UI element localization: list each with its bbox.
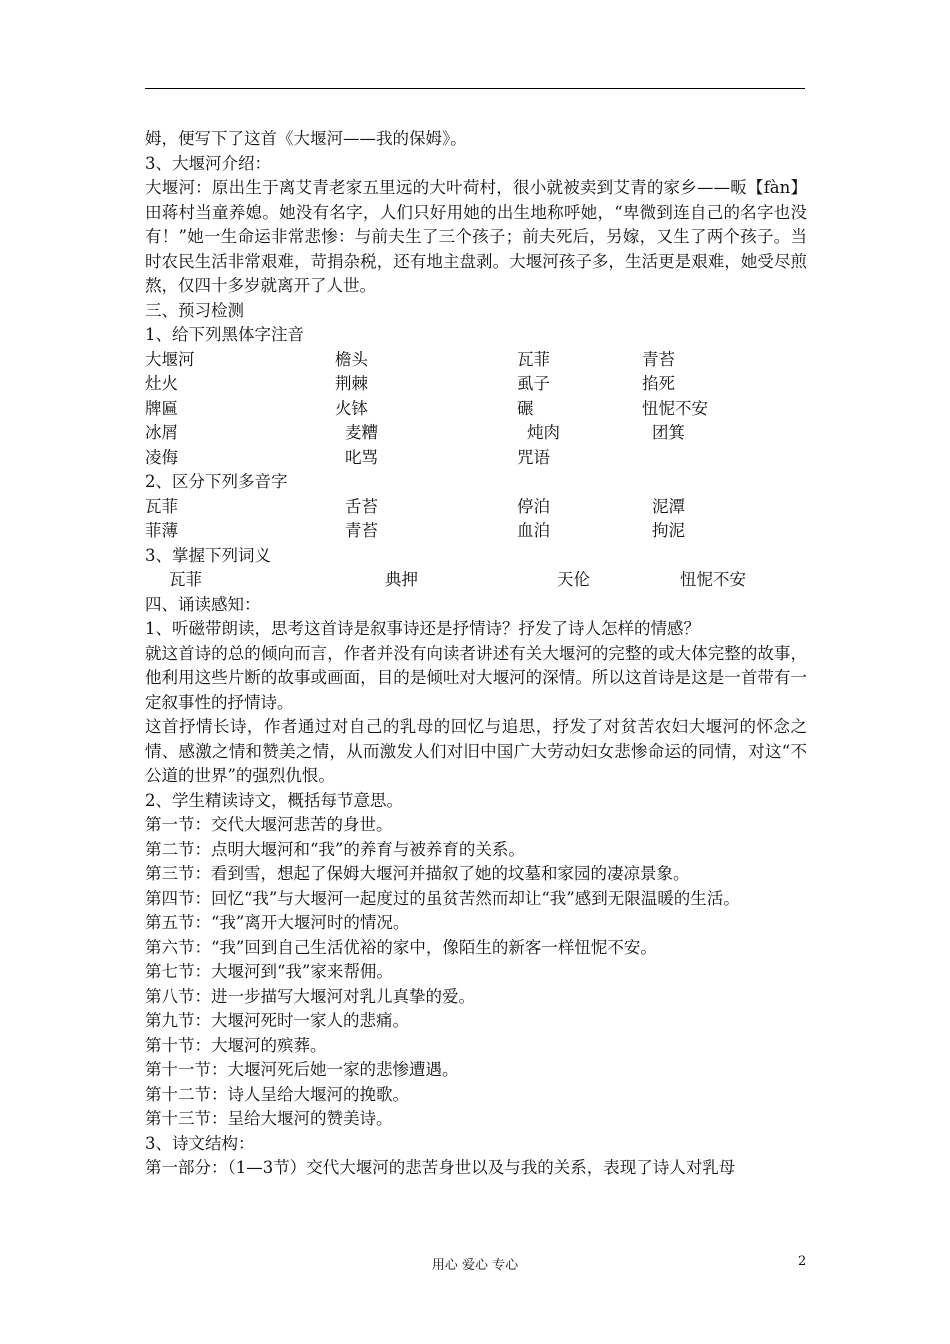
document-body	[145, 127, 807, 1181]
word-row	[145, 519, 807, 544]
section-title-reading: 四、诵读感知：	[145, 594, 261, 614]
intro-paragraph: 大堰河：原出生于离艾青老家五里远的大叶荷村，很小就被卖到艾青的家乡——畈【fàn】田蒋村当童养媳。她没有名字，人们只好用她的出生地称呼她，“卑微到连自己的名字也没有！”她一生命运非常悲惨：与前夫生了三个孩子；前夫死后，另嫁，又生了两个孩子。当时农民生活非常艰难，苛捐杂税，还有地主盘剥。大堰河孩子多，生活更是艰难，她受尽煎熬，仅四十多岁就离开了人世。	[145, 178, 807, 295]
section-title-preview: 三、预习检测	[145, 300, 244, 320]
section-summary: 第八节：进一步描写大堰河对乳儿真挚的爱。	[145, 986, 475, 1006]
word-row	[145, 495, 807, 520]
reading-question-1: 1、听磁带朗读，思考这首诗是叙事诗还是抒情诗？抒发了诗人怎样的情感？	[145, 619, 700, 638]
word: 菲薄	[145, 521, 178, 540]
section-summary: 第三节：看到雪，想起了保姆大堰河并描叙了她的坟墓和家园的凄凉景象。	[145, 864, 690, 883]
word: 青苔	[345, 521, 378, 540]
word-row	[145, 397, 807, 422]
section-summary: 第五节：“我”离开大堰河时的情况。	[145, 913, 410, 932]
word: 瓦菲	[169, 570, 202, 589]
section-summary: 第六节：“我”回到自己生活优裕的家中，像陌生的新客一样忸怩不安。	[145, 937, 657, 957]
word: 拘泥	[652, 521, 685, 540]
section-summary: 第十一节：大堰河死后她一家的悲惨遭遇。	[145, 1060, 459, 1079]
word: 忸怩不安	[680, 570, 746, 589]
word: 碾	[517, 398, 534, 418]
word: 掐死	[642, 374, 675, 393]
section-summary: 第十节：大堰河的殡葬。	[145, 1035, 327, 1055]
word: 天伦	[557, 570, 590, 589]
question-1-title: 1、给下列黑体字注音	[145, 325, 304, 344]
word-row	[145, 421, 807, 446]
word: 虱子	[517, 374, 550, 393]
structure-part-1: 第一部分：（1—3节）交代大堰河的悲苦身世以及与我的关系，表现了诗人对乳母	[145, 1158, 736, 1177]
word: 檐头	[335, 349, 368, 369]
word: 冰屑	[145, 423, 178, 442]
section-summary: 第十三节：呈给大堰河的赞美诗。	[145, 1109, 393, 1128]
word: 叱骂	[345, 447, 378, 467]
section-summary: 第一节：交代大堰河悲苦的身世。	[145, 815, 393, 834]
question-3-title: 3、掌握下列词义	[145, 545, 271, 565]
word: 火钵	[335, 398, 368, 418]
word-row	[145, 372, 807, 397]
section-summary: 第七节：大堰河到“我”家来帮佣。	[145, 962, 393, 981]
word-row	[145, 446, 807, 471]
word: 瓦菲	[517, 349, 550, 369]
word: 牌匾	[145, 398, 178, 418]
reading-question-3: 3、诗文结构：	[145, 1133, 255, 1153]
word: 炖肉	[527, 423, 560, 442]
section-summary: 第二节：点明大堰河和“我”的养育与被养育的关系。	[145, 839, 525, 859]
section-summary: 第十二节：诗人呈给大堰河的挽歌。	[145, 1084, 409, 1104]
word: 青苔	[642, 349, 675, 369]
word: 大堰河	[145, 349, 195, 369]
word: 瓦菲	[145, 496, 178, 516]
word: 团箕	[652, 423, 685, 442]
word: 麦糟	[345, 423, 378, 442]
word: 舌苔	[345, 496, 378, 516]
word: 荆棘	[335, 374, 368, 393]
word: 灶火	[145, 374, 178, 393]
word: 血泊	[517, 521, 550, 540]
header-rule	[145, 88, 805, 89]
word: 停泊	[517, 496, 550, 516]
word: 典押	[385, 570, 418, 589]
reading-paragraph-1: 就这首诗的总的倾向而言，作者并没有向读者讲述有关大堰河的完整的或大体完整的故事，他利用这些片断的故事或画面，目的是倾吐对大堰河的深情。所以这首诗是这是一首带有一定叙事性的抒情诗。	[145, 643, 807, 712]
section-summary: 第四节：回忆“我”与大堰河一起度过的虽贫苦然而却让“我”感到无限温暖的生活。	[145, 888, 740, 908]
heading-dayanhe-intro: 3、大堰河介绍：	[145, 153, 271, 173]
word: 忸怩不安	[642, 398, 708, 418]
footer-motto: 用心 爱心 专心	[431, 1258, 519, 1273]
text-line: 姆，便写下了这首《大堰河——我的保姆》。	[145, 129, 467, 148]
reading-question-2: 2、学生精读诗文，概括每节意思。	[145, 790, 403, 810]
word: 咒语	[517, 447, 550, 467]
word: 凌侮	[145, 447, 178, 467]
word: 泥潭	[652, 496, 685, 516]
page-number: 2	[798, 1254, 807, 1269]
section-summary: 第九节：大堰河死时一家人的悲痛。	[145, 1011, 409, 1030]
reading-paragraph-2: 这首抒情长诗，作者通过对自己的乳母的回忆与追思，抒发了对贫苦农妇大堰河的怀念之情、感激之情和赞美之情，从而激发人们对旧中国广大劳动妇女悲惨命运的同情，对这“不公道的世界”的强烈仇恨。	[145, 717, 807, 785]
word-row	[145, 568, 807, 593]
word-row	[145, 348, 807, 373]
question-2-title: 2、区分下列多音字	[145, 472, 288, 491]
